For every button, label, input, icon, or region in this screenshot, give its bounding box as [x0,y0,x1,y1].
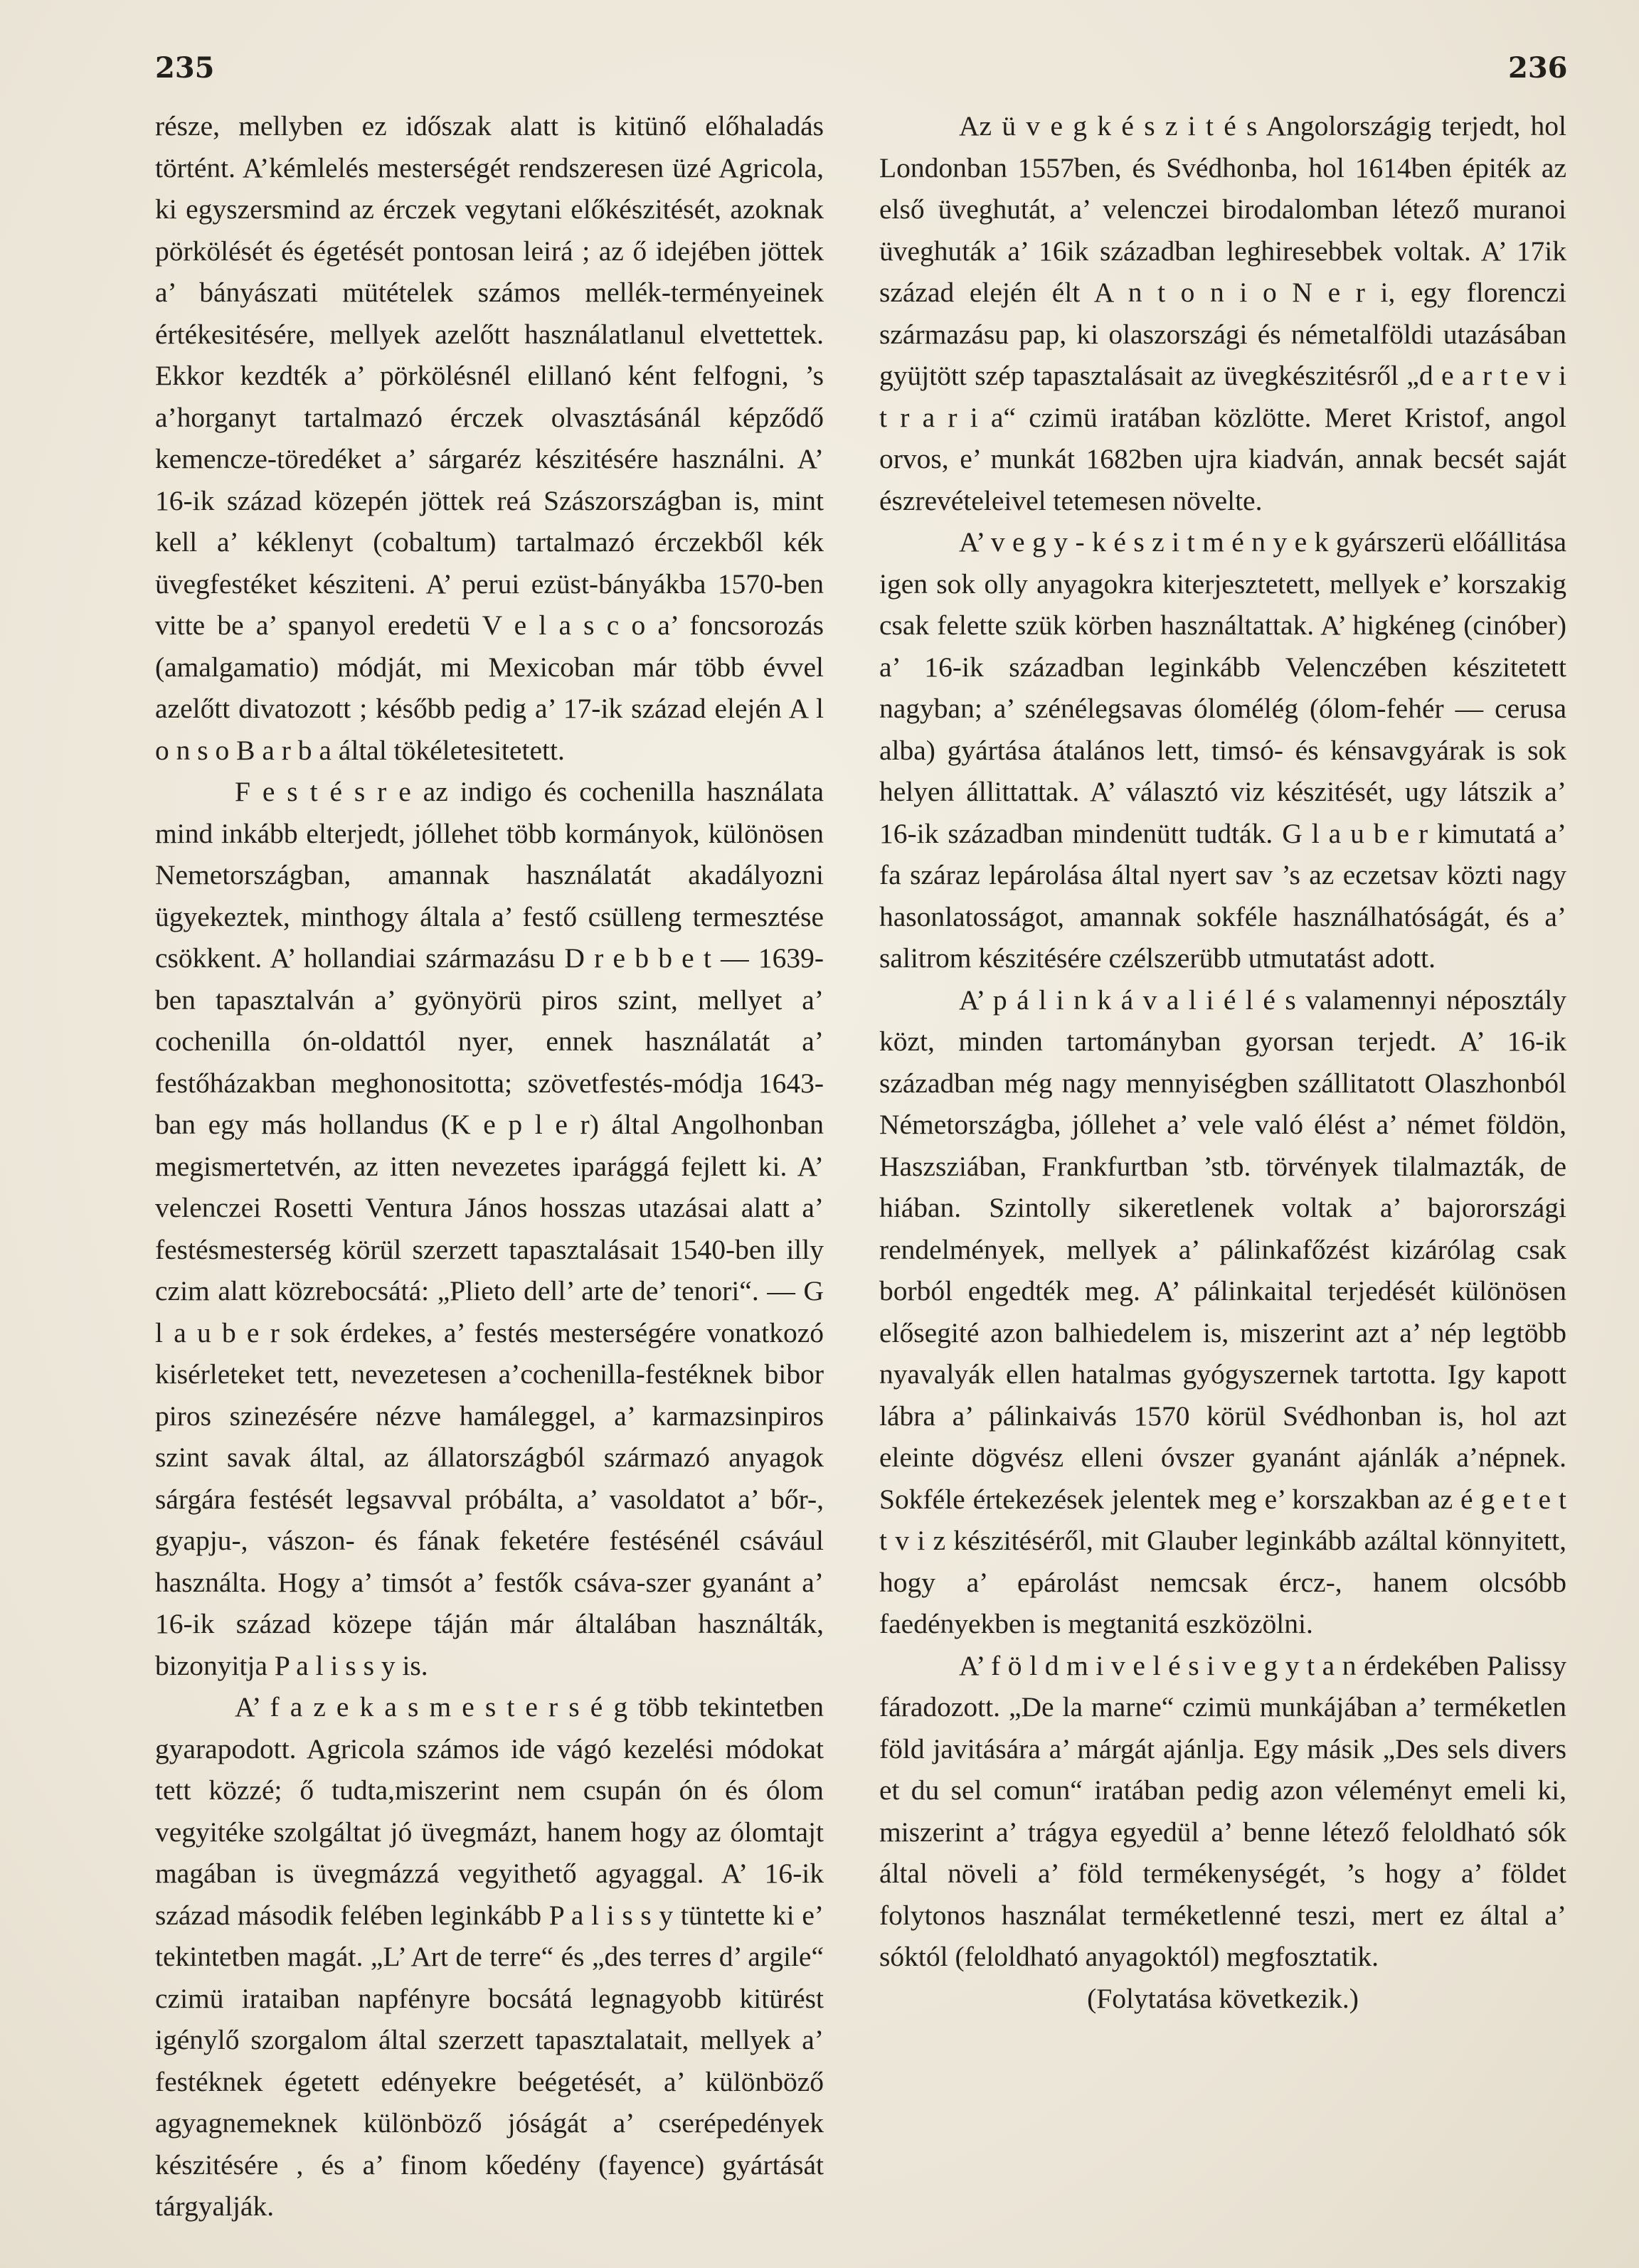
paragraph-pottery: A’ f a z e k a s m e s t e r s é g több tekintetben gyarapodott. Agricola számos ide vágó kezelési módokat tett közzé; ő tudta,miszerint nem csupán ón és ólom vegyitéke szolgáltat jó üvegmázt, hanem hogy az ólomtajt magában is üvegmázzá vegyithető agyaggal. A’ 16-ik század második felében leginkább P a l i s s y tüntette ki e’ tekintetben magát. „L’ Art de terre“ és „des terres d’ argile“ czimü irataiban napfényre bocsátá legnagyobb kitürést igénylő szorgalom által szerzett tapasztalatait, mellyek a’ festéknek égetett edényekre beégetését, a’ különböző agyagnemeknek különböző jóságát a’ cserépedények készitésére , és a’ finom kőedény (fayence) gyártását tárgyalják. [155,1691,824,2222]
page-number-right: 236 [1508,51,1568,85]
left-column [155,105,824,2227]
paragraph-dyeing: F e s t é s r e az indigo és cochenilla használata mind inkább elterjedt, jóllehet több kormányok, különösen Nemetországban, amannak használatát akadályozni ügyekeztek, minthogy általa a’ festő csülleng termesztése csökkent. A’ hollandiai származásu D r e b b e t — 1639-ben tapasztalván a’ gyönyörü piros szint, mellyet a’ cochenilla ón-oldattól nyer, ennek használatát a’ festőházakban meghonositotta; szövetfestés-módja 1643-ban egy más hollandus (K e p l e r) által Angolhonban megismertetvén, az itten nevezetes iparággá fejlett ki. A’ velenczei Rosetti Ventura János hosszas utazásai alatt a’ festésmesterség körül szerzett tapasztalásait 1540-ben illy czim alatt közrebocsátá: „Plieto dell’ arte de’ tenori“. — G l a u b e r sok érdekes, a’ festés mesterségére vonatkozó kisérleteket tett, nevezetesen a’cochenilla-festéknek bibor piros szinezésére nézve hamáleggel, a’ karmazsinpiros szint savak által, az állatországból származó anyagok sárgára festését legsavval próbálta, a’ vasoldatot a’ bőr-, gyapju-, vászon- és fának feketére festésénél csávául használta. Hogy a’ timsót a’ festők csáva-szer gyanánt a’ 16-ik század közepe táján már általában használták, bizonyitja P a l i s s y is. [155,776,824,1681]
page-number-left: 235 [155,51,215,85]
paragraph-agricultural-chemistry: A’ f ö l d m i v e l é s i v e g y t a n érdekében Palissy fáradozott. „De la marne“ czimü munkájában a’ terméketlen föld javitására a’ márgát ajánlja. Egy másik „Des sels divers et du sel comun“ iratában pedig azon véleményt emeli ki, miszerint a’ trágya egyedül a’ benne létező feloldható sók által növeli a’ föld termékenységét, ’s hogy a’ földet folytonos használat terméketlenné teszi, mert ez által a’ sóktól (feloldható anyagoktól) megfosztatik. [879,1649,1566,1972]
paragraph-spirits: A’ p á l i n k á v a l i é l é s valamennyi néposztály közt, minden tartományban gyorsan terjedt. A’ 16-ik században még nagy mennyiségben szállitatott Olaszhonból Németországba, jóllehet a’ vele való élést a’ német földön, Haszsziában, Frankfurtban ’stb. törvények tilalmazták, de hiában. Szintolly sikeretlenek voltak a’ bajorországi rendelmények, mellyek a’ pálinkafőzést kizárólag csak borból engedték meg. A’ pálinkaital terjedését különösen elősegité azon balhiedelem is, miszerint azt a’ nép legtöbb nyavalyák ellen hatalmas gyógyszernek tartotta. Igy kapott lábra a’ pálinkaivás 1570 körül Svédhonban is, hol azt eleinte dögvész elleni óvszer gyanánt ajánlák a’népnek. Sokféle értekezések jelentek meg e’ korszakban az é g e t e t t v i z készitéséről, mit Glauber leginkább azáltal könnyitett, hogy a’ epárolást nemcsak ércz-, hanem olcsóbb faedényekben is megtanitá eszközölni. [879,984,1566,1639]
right-column [879,105,1566,2019]
paragraph-chemical-products: A’ v e g y - k é s z i t m é n y e k gyárszerü előállitása igen sok olly anyagokra kiterjesztetett, mellyek e’ korszakig csak felette szük körben használtattak. A’ higkéneg (cinóber) a’ 16-ik században leginkább Velenczében készitetett nagyban; a’ szénélegsavas ólomélég (ólom-fehér — cerusa alba) gyártása átalános lett, timsó- és kénsavgyárak is sok helyen állittattak. A’ választó viz készitését, ugy látszik a’ 16-ik században mindenütt tudták. G l a u b e r kimutatá a’ fa száraz lepárolása által nyert sav ’s az eczetsav közti nagy hasonlatosságot, amannak sokféle használhatóságát, és a’ salitrom készitésére czélszerübb utmutatást adott. [879,526,1566,974]
paragraph-glassmaking: Az ü v e g k é s z i t é s Angolországig terjedt, hol Londonban 1557ben, és Svédhonba, hol 1614ben épiték az első üveghutát, a’ velenczei birodalomban létező muranoi üveghuták a’ 16ik században leghiresebbek voltak. A’ 17ik század elején élt A n t o n i o N e r i, egy florenczi származásu pap, ki olaszországi és németalföldi utazásában gyüjtött szép tapasztalásait az üvegkészitésről „d e a r t e v i t r a r i a“ czimü iratában közlötte. Meret Kristof, angol orvos, e’ munkát 1682ben ujra kiadván, annak becsét saját észrevételeivel tetemesen növelte. [879,110,1566,516]
paragraph-mining: része, mellyben ez időszak alatt is kitünő előhaladás történt. A’kémlelés mesterségét rendszeresen üzé Agricola, ki egyszersmind az érczek vegytani előkészitését, azoknak pörkölését és égetését pontosan leirá ; az ő idejében jöttek a’ bányászati mütételek számos mellék-terményeinek értékesitésére, mellyek azelőtt használatlanul elvettettek. Ekkor kezdték a’ pörkölésnél elillanó ként felfogni, ’s a’horganyt tartalmazó érczek olvasztásánál képződő kemencze-töredéket a’ sárgaréz készitésére használni. A’ 16-ik század közepén jöttek reá Szászországban is, mint kell a’ kéklenyt (cobaltum) tartalmazó érczekből kék üvegfestéket késziteni. A’ perui ezüst-bányákba 1570-ben vitte be a’ spanyol eredetü V e l a s c o a’ foncsorozás (amalgamatio) módját, mi Mexicoban már több évvel azelőtt divatozott ; később pedig a’ 17-ik század elején A l o n s o B a r b a által tökéletesitetett. [155,110,824,766]
continuation-note: (Folytatása következik.) [1087,1982,1359,2014]
